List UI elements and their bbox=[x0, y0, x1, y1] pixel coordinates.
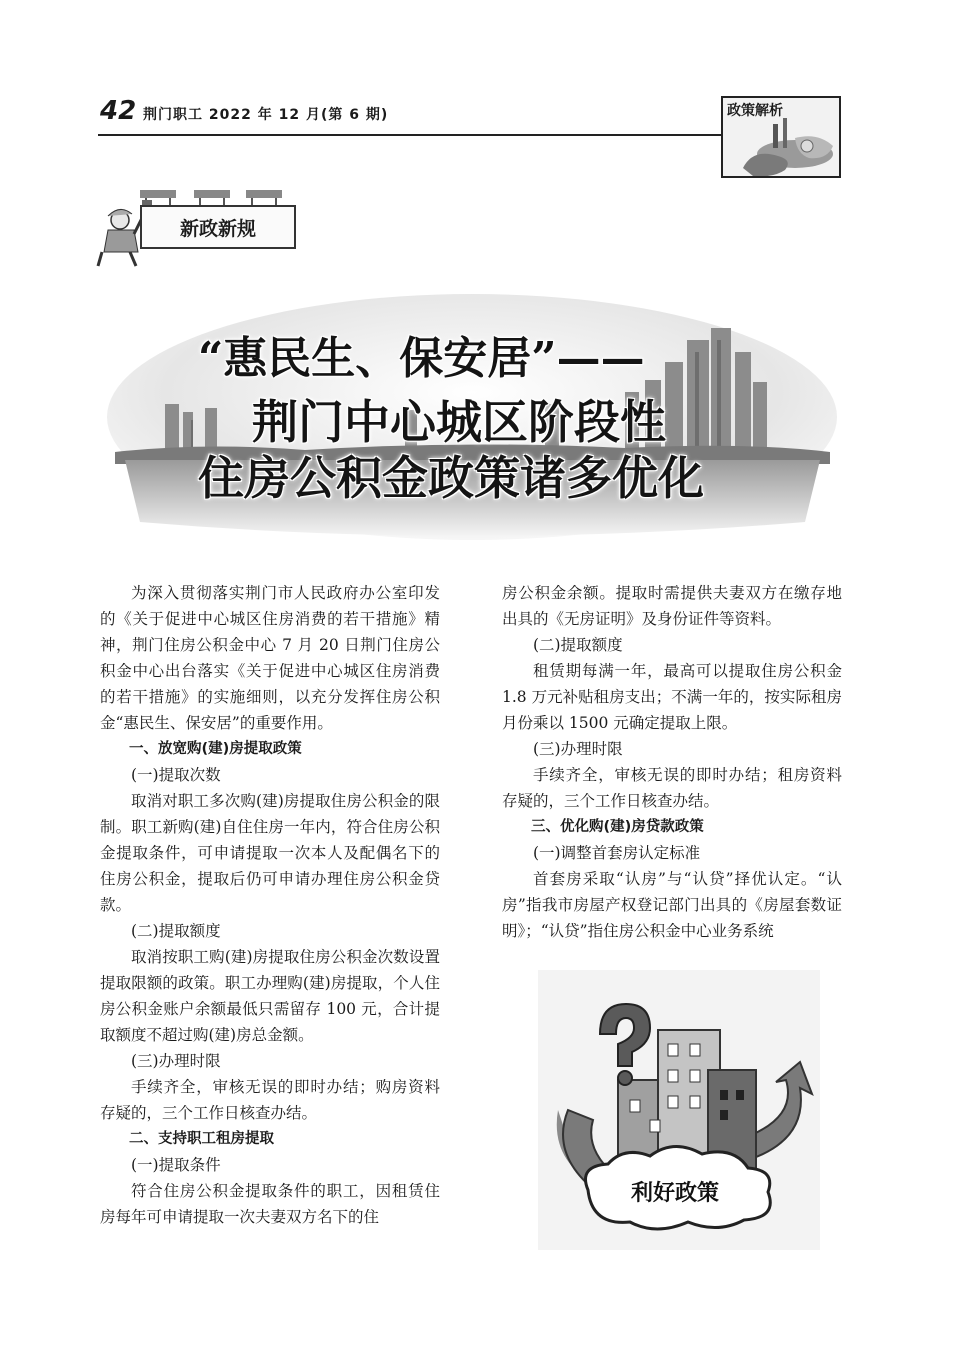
section-heading: 三、优化购(建)房贷款政策 bbox=[531, 819, 704, 835]
subsection-heading: (三)办理时限 bbox=[533, 740, 623, 758]
subsection-heading: (二)提取额度 bbox=[533, 636, 623, 654]
paragraph: 取消按职工购(建)房提取住房公积金次数设置提取限额的政策。职工办理购(建)房提取，个人住房公积金账户余额最低只需留存 100 元，合计提取额度不超过购(建)房总金额。 bbox=[100, 948, 440, 1044]
article-column-right bbox=[502, 580, 842, 944]
paragraph: 手续齐全，审核无误的即时办结；租房资料存疑的，三个工作日核查办结。 bbox=[502, 766, 842, 810]
section-heading: 一、放宽购(建)房提取政策 bbox=[129, 741, 302, 757]
section-tag-label: 政策解析 bbox=[727, 103, 783, 119]
paragraph: 为深入贯彻落实荆门市人民政府办公室印发的《关于促进中心城区住房消费的若干措施》精神，荆门住房公积金中心 7 月 20 日荆门住房公积金中心出台落实《关于促进中心城区住房消费的若干措施》的实施细则，以充分发挥住房公积金“惠民生、保安居”的重要作用。 bbox=[100, 584, 440, 732]
paragraph: 首套房采取“认房”与“认贷”择优认定。“认房”指我市房屋产权登记部门出具的《房屋套数证明》；“认贷”指住房公积金中心业务系统 bbox=[502, 870, 842, 940]
column-title: 新政新规 bbox=[179, 218, 256, 240]
title-line-1: “惠民生、保安居”—— bbox=[198, 333, 645, 384]
subsection-heading: (二)提取额度 bbox=[131, 922, 221, 940]
section-tag bbox=[721, 96, 841, 178]
housing-policy-illustration bbox=[538, 970, 820, 1250]
title-line-2: 荆门中心城区阶段性 bbox=[252, 395, 666, 449]
subsection-heading: (一)调整首套房认定标准 bbox=[533, 844, 701, 862]
subsection-heading: (一)提取条件 bbox=[131, 1156, 221, 1174]
subsection-heading: (一)提取次数 bbox=[131, 766, 221, 784]
puzzle-icon bbox=[723, 98, 841, 178]
illustration-label: 利好政策 bbox=[630, 1181, 719, 1206]
magazine-issue: 荆门职工 2022 年 12 月(第 6 期) bbox=[143, 107, 389, 123]
article-column-left bbox=[100, 580, 440, 1230]
paragraph: 房公积金余额。提取时需提供夫妻双方在缴存地出具的《无房证明》及身份证件等资料。 bbox=[502, 584, 842, 628]
paragraph: 取消对职工多次购(建)房提取住房公积金的限制。职工新购(建)自住住房一年内，符合住房公积金提取条件，可申请提取一次本人及配偶名下的住房公积金，提取后仍可申请办理住房公积金贷款。 bbox=[100, 792, 440, 914]
header-rule bbox=[98, 134, 722, 136]
page-number: 42 bbox=[100, 96, 137, 126]
subsection-heading: (三)办理时限 bbox=[131, 1052, 221, 1070]
paragraph: 租赁期每满一年，最高可以提取住房公积金 1.8 万元补贴租房支出；不满一年的，按实际租房月份乘以 1500 元确定提取上限。 bbox=[502, 662, 842, 732]
title-line-3: 住房公积金政策诸多优化 bbox=[198, 451, 704, 505]
section-heading: 二、支持职工租房提取 bbox=[129, 1131, 274, 1147]
paragraph: 手续齐全，审核无误的即时办结；购房资料存疑的，三个工作日核查办结。 bbox=[100, 1078, 440, 1122]
paragraph: 符合住房公积金提取条件的职工，因租赁住房每年可申请提取一次夫妻双方名下的住 bbox=[100, 1182, 440, 1226]
